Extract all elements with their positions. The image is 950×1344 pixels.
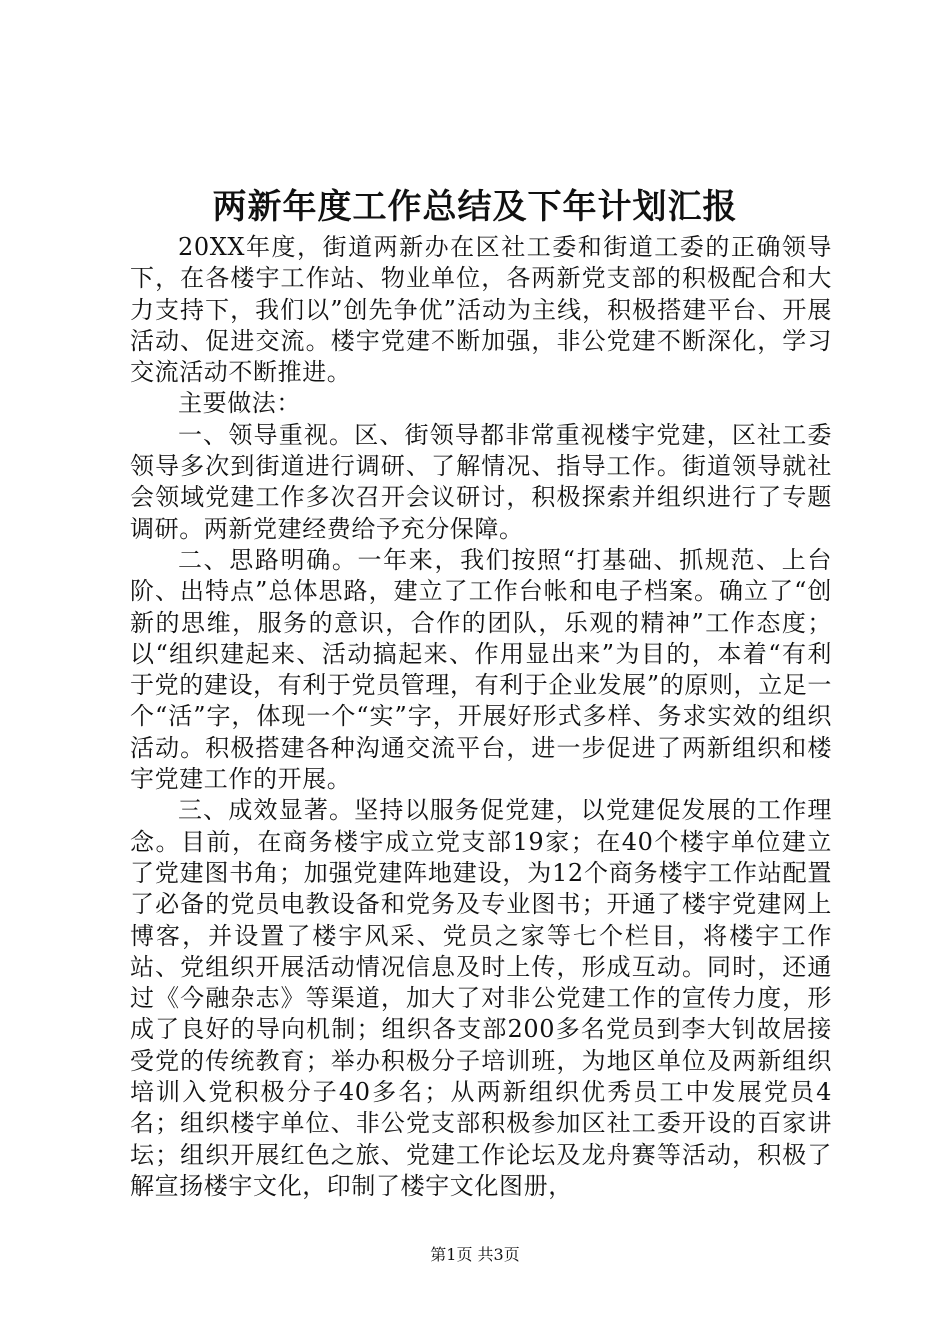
page-title: 两新年度工作总结及下年计划汇报 bbox=[212, 187, 738, 227]
paragraph-clear-thinking: 二、思路明确。一年来，我们按照“打基础、抓规范、上台阶、出特点”总体思路，建立了工作台帐和电子档案。确立了“创新的思维，服务的意识，合作的团队，乐观的精神”工作态度；以“组织建起来、活动搞起来、作用显出来”为目的，本着“有利于党的建设，有利于党员管理，有利于企业发展”的原则，立足一个“活”字，体现一个“实”字，开展好形式多样、务求实效的组织活动。积极搭建各种沟通交流平台，进一步促进了两新组织和楼宇党建工作的开展。 bbox=[130, 545, 832, 794]
document-body bbox=[130, 232, 832, 1202]
paragraph-main-methods: 主要做法： bbox=[178, 389, 301, 418]
page-footer: 第1页 共3页 bbox=[430, 1245, 520, 1264]
paragraph-leadership: 一、领导重视。区、街领导都非常重视楼宇党建，区社工委领导多次到街道进行调研、了解情况、指导工作。街道领导就社会领域党建工作多次召开会议研讨，积极探索并组织进行了专题调研。两新党建经费给予充分保障。 bbox=[130, 420, 832, 543]
paragraph-intro: 20XX年度，街道两新办在区社工委和街道工委的正确领导下，在各楼宇工作站、物业单位，各两新党支部的积极配合和大力支持下，我们以”创先争优”活动为主线，积极搭建平台、开展活动、促进交流。楼宇党建不断加强，非公党建不断深化，学习交流活动不断推进。 bbox=[130, 233, 832, 387]
paragraph-results: 三、成效显著。坚持以服务促党建，以党建促发展的工作理念。目前，在商务楼宇成立党支部19家；在40个楼宇单位建立了党建图书角；加强党建阵地建设，为12个商务楼宇工作站配置了必备的党员电教设备和党务及专业图书；开通了楼宇党建网上博客，并设置了楼宇风采、党员之家等七个栏目，将楼宇工作站、党组织开展活动情况信息及时上传，形成互动。同时，还通过《今融杂志》等渠道，加大了对非公党建工作的宣传力度，形成了良好的导向机制；组织各支部200多名党员到李大钊故居接受党的传统教育；举办积极分子培训班，为地区单位及两新组织培训入党积极分子40多名；从两新组织优秀员工中发展党员4名；组织楼宇单位、非公党支部积极参加区社工委开设的百家讲坛；组织开展红色之旅、党建工作论坛及龙舟赛等活动，积极了解宣扬楼宇文化，印制了楼宇文化图册， bbox=[130, 796, 832, 1200]
